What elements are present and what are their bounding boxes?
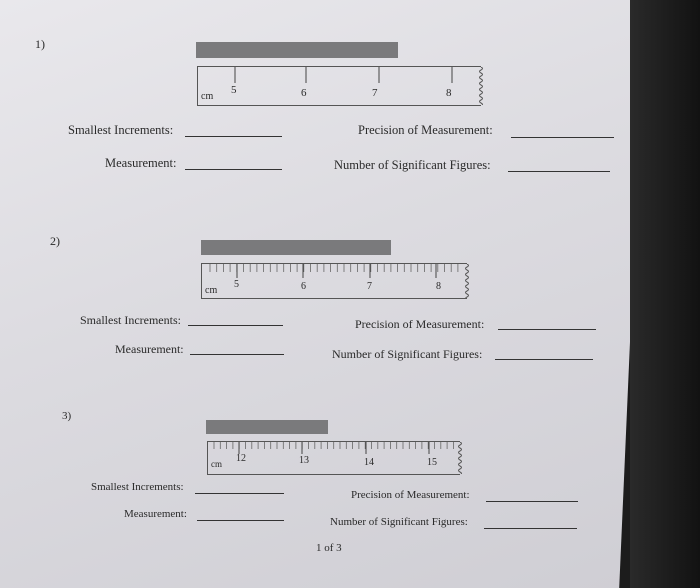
problem-2-tick-label: 8 <box>436 281 441 292</box>
problem-1-tick-label: 5 <box>231 84 237 96</box>
problem-1-measurement-label: Measurement: <box>105 156 177 170</box>
problem-2-precision-answer[interactable] <box>498 329 596 330</box>
problem-2-smallest-answer[interactable] <box>188 325 283 326</box>
problem-1-tick-label: 7 <box>372 87 378 99</box>
problem-2-tick-label: 6 <box>301 281 306 292</box>
problem-2-ruler-unit: cm <box>205 285 218 296</box>
ruler-ticks <box>198 67 489 105</box>
ruler-torn-edge <box>459 442 462 474</box>
problem-2-ruler <box>201 263 467 299</box>
problem-2-measurement-label: Measurement: <box>115 342 184 356</box>
problem-3-smallest-label: Smallest Increments: <box>91 481 184 493</box>
problem-1-sigfig-answer[interactable] <box>508 171 610 172</box>
problem-2-number: 2) <box>50 234 60 248</box>
problem-3-tick-label: 15 <box>427 457 437 468</box>
problem-3-number: 3) <box>62 410 72 422</box>
problem-3-precision-label: Precision of Measurement: <box>351 489 470 501</box>
problem-1-smallest-label: Smallest Increments: <box>68 123 174 137</box>
page-number: 1 of 3 <box>316 542 342 554</box>
problem-1-sigfig-label: Number of Significant Figures: <box>334 158 491 172</box>
problem-1-measured-bar <box>196 42 398 58</box>
problem-3-tick-label: 13 <box>299 455 309 466</box>
problem-2-measurement-answer[interactable] <box>190 354 284 355</box>
problem-1-tick-label: 8 <box>446 87 452 99</box>
problem-1-ruler <box>197 66 481 106</box>
ruler-torn-edge <box>480 67 483 105</box>
problem-1-precision-label: Precision of Measurement: <box>358 123 493 137</box>
problem-1-precision-answer[interactable] <box>511 137 614 138</box>
problem-2-sigfig-answer[interactable] <box>495 359 593 360</box>
problem-3-measurement-answer[interactable] <box>197 520 284 521</box>
problem-2-sigfig-label: Number of Significant Figures: <box>332 347 483 361</box>
problem-1-number: 1) <box>35 37 45 51</box>
ruler-torn-edge <box>466 264 469 298</box>
problem-2-tick-label: 5 <box>234 279 239 290</box>
problem-3-ruler-unit: cm <box>211 459 222 469</box>
problem-1-smallest-answer[interactable] <box>185 136 282 137</box>
problem-3-tick-label: 12 <box>236 453 246 464</box>
problem-3-smallest-answer[interactable] <box>195 493 284 494</box>
problem-2-measured-bar <box>201 240 391 255</box>
background-edge <box>630 0 700 588</box>
problem-2-precision-label: Precision of Measurement: <box>355 317 485 331</box>
problem-1-ruler-unit: cm <box>201 91 214 102</box>
ruler-ticks <box>202 264 475 298</box>
problem-3-measured-bar <box>206 420 328 434</box>
problem-3-sigfig-label: Number of Significant Figures: <box>330 516 468 528</box>
problem-3-sigfig-answer[interactable] <box>484 528 577 529</box>
problem-3-precision-answer[interactable] <box>486 501 578 502</box>
problem-1-tick-label: 6 <box>301 87 307 99</box>
problem-3-measurement-label: Measurement: <box>124 508 187 520</box>
problem-2-smallest-label: Smallest Increments: <box>80 313 181 327</box>
problem-1-measurement-answer[interactable] <box>185 169 282 170</box>
problem-3-tick-label: 14 <box>364 457 374 468</box>
problem-2-tick-label: 7 <box>367 281 372 292</box>
